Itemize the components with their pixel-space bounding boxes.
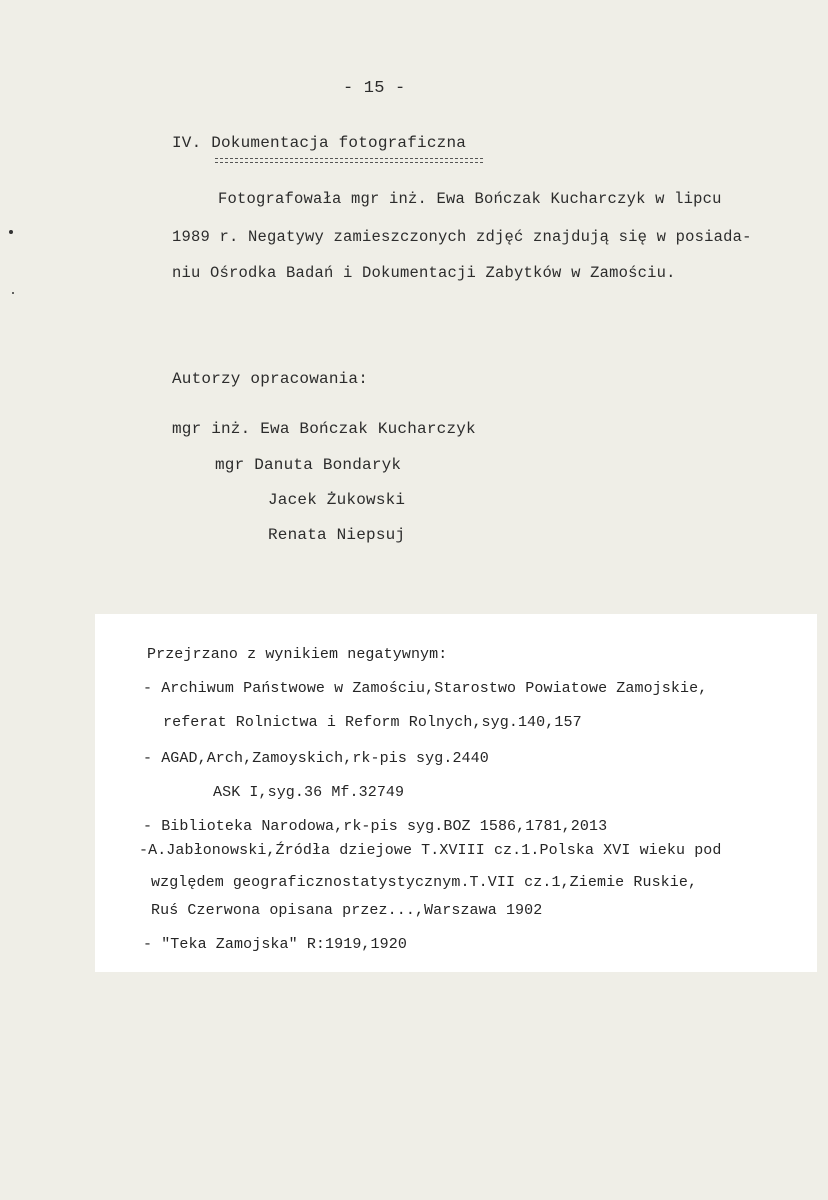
- authors-label: Autorzy opracowania:: [172, 370, 369, 388]
- section-heading: IV. Dokumentacja fotograficzna: [172, 134, 467, 152]
- margin-mark: [9, 230, 13, 234]
- margin-mark: [12, 292, 14, 294]
- paragraph-line: Fotografowała mgr inż. Ewa Bończak Kucharczyk w lipcu: [218, 190, 722, 208]
- source-line: - Biblioteka Narodowa,rk-pis syg.BOZ 1586,1781,2013: [143, 818, 608, 835]
- source-line: - "Teka Zamojska" R:1919,1920: [143, 936, 407, 953]
- author-line: Jacek Żukowski: [268, 491, 406, 509]
- source-line: -A.Jabłonowski,Źródła dziejowe T.XVIII cz.1.Polska XVI wieku pod: [139, 842, 722, 859]
- paragraph-line: 1989 r. Negatywy zamieszczonych zdjęć znajdują się w posiada-: [172, 228, 752, 246]
- source-line: referat Rolnictwa i Reform Rolnych,syg.140,157: [163, 714, 582, 731]
- author-line: mgr Danuta Bondaryk: [215, 456, 402, 474]
- author-line: mgr inż. Ewa Bończak Kucharczyk: [172, 420, 476, 438]
- paragraph-line: niu Ośrodka Badań i Dokumentacji Zabytków w Zamościu.: [172, 264, 676, 282]
- source-line: ASK I,syg.36 Mf.32749: [213, 784, 405, 801]
- heading-underline: [215, 158, 483, 163]
- source-line: Ruś Czerwona opisana przez...,Warszawa 1902: [151, 902, 543, 919]
- searched-heading: Przejrzano z wynikiem negatywnym:: [147, 646, 448, 663]
- source-line: - AGAD,Arch,Zamoyskich,rk-pis syg.2440: [143, 750, 489, 767]
- source-line: względem geograficznostatystycznym.T.VII cz.1,Ziemie Ruskie,: [151, 874, 698, 891]
- source-line: - Archiwum Państwowe w Zamościu,Starostwo Powiatowe Zamojskie,: [143, 680, 708, 697]
- searched-sources-box: [95, 614, 817, 972]
- author-line: Renata Niepsuj: [268, 526, 406, 544]
- page-number: - 15 -: [343, 79, 406, 98]
